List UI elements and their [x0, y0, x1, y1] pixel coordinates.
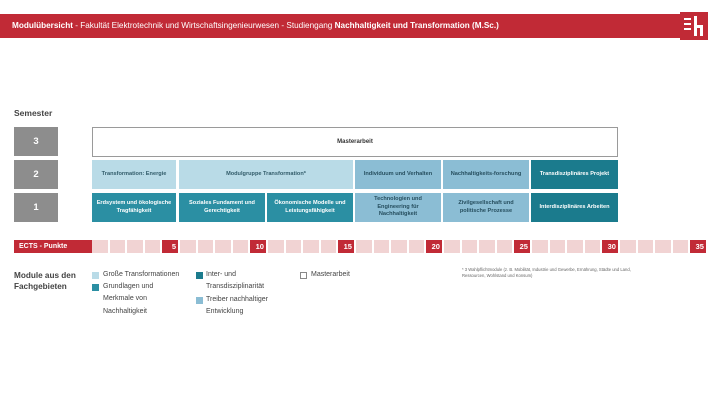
ects-cell	[532, 240, 548, 253]
footnote: * 3 Wahlpflichtmodule (z. B. Mobilität, Industrie und Gewerbe, Ernährung, Städte und Land, Ressourcen, Wohlstand und Konsum)	[462, 267, 631, 279]
legend-item-grundlagen: Grundlagen und Merkmale von Nachhaltigkeit	[103, 283, 154, 315]
module-interdisziplinaeres-arbeiten: Interdisziplinäres Arbeiten	[531, 193, 618, 222]
header-title-mid: - Fakultät Elektrotechnik und Wirtschaftsingenieurwesen - Studiengang	[72, 21, 335, 30]
legend-swatch-dark-teal	[196, 272, 203, 279]
ects-mark: 15	[338, 240, 354, 253]
legend-item-masterarbeit: Masterarbeit	[311, 271, 350, 278]
ects-cell	[409, 240, 425, 253]
ects-cell	[180, 240, 196, 253]
module-zivilgesellschaft: Zivilgesellschaft und politische Prozesse	[443, 193, 529, 222]
ects-cell	[673, 240, 689, 253]
ects-cell	[462, 240, 478, 253]
ects-cell	[374, 240, 390, 253]
semester-label: Semester	[14, 108, 53, 118]
legend-item-treiber: Treiber nachhaltiger Entwicklung	[206, 296, 268, 316]
ects-cell	[444, 240, 460, 253]
ects-cell	[479, 240, 495, 253]
ects-cell	[127, 240, 143, 253]
ects-cell	[585, 240, 601, 253]
ects-cell	[497, 240, 513, 253]
ects-cell	[321, 240, 337, 253]
ects-mark: 5	[162, 240, 178, 253]
legend-item-inter-transdisziplinaritaet: Inter- und Transdisziplinarität	[206, 271, 265, 291]
ects-cell	[638, 240, 654, 253]
ects-cell	[198, 240, 214, 253]
ects-cell	[655, 240, 671, 253]
legend-swatch-light-blue	[92, 272, 99, 279]
ects-cell	[215, 240, 231, 253]
ects-mark: 35	[690, 240, 706, 253]
ects-cell	[391, 240, 407, 253]
ects-cell	[145, 240, 161, 253]
module-erdsystem: Erdsystem und ökologische Tragfähigkeit	[92, 193, 176, 222]
module-nachhaltigkeitsforschung: Nachhaltigkeits-forschung	[443, 160, 529, 189]
legend-title: Module aus den Fachgebieten	[14, 271, 76, 292]
ects-mark: 10	[250, 240, 266, 253]
ects-mark: 20	[426, 240, 442, 253]
semester-1-box: 1	[14, 193, 58, 222]
module-transformation-energie: Transformation: Energie	[92, 160, 176, 189]
ects-cell	[550, 240, 566, 253]
header-title-bold: Modulübersicht	[12, 21, 73, 30]
legend-item-grosse-transformationen: Große Transformationen	[103, 271, 180, 278]
module-soziales-fundament: Soziales Fundament und Gerechtigkeit	[179, 193, 265, 222]
university-logo	[680, 12, 708, 40]
header-title-program: Nachhaltigkeit und Transformation (M.Sc.)	[334, 21, 499, 30]
ects-cell	[92, 240, 108, 253]
header-bar	[0, 14, 698, 38]
module-masterarbeit: Masterarbeit	[92, 127, 618, 157]
module-transdisziplinaeres-projekt: Transdisziplinäres Projekt	[531, 160, 618, 189]
ects-mark: 25	[514, 240, 530, 253]
ects-cell	[110, 240, 126, 253]
ects-cell	[303, 240, 319, 253]
module-individuum-verhalten: Individuum und Verhalten	[355, 160, 441, 189]
module-technologien-engineering: Technologien und Engineering für Nachhaltigkeit	[355, 193, 441, 222]
ects-cell	[233, 240, 249, 253]
legend-swatch-white	[300, 272, 307, 279]
ects-cell	[356, 240, 372, 253]
legend-swatch-mid-blue	[196, 297, 203, 304]
semester-2-box: 2	[14, 160, 58, 189]
ects-cell	[620, 240, 636, 253]
ects-cell	[567, 240, 583, 253]
ects-cell	[268, 240, 284, 253]
module-modulgruppe-transformation: Modulgruppe Transformation*	[179, 160, 353, 189]
ects-cell	[286, 240, 302, 253]
ects-label: ECTS - Punkte	[14, 240, 92, 253]
legend-swatch-teal	[92, 284, 99, 291]
module-oekonomische-modelle: Ökonomische Modelle und Leistungsfähigkeit	[267, 193, 353, 222]
semester-3-box: 3	[14, 127, 58, 156]
ects-mark: 30	[602, 240, 618, 253]
